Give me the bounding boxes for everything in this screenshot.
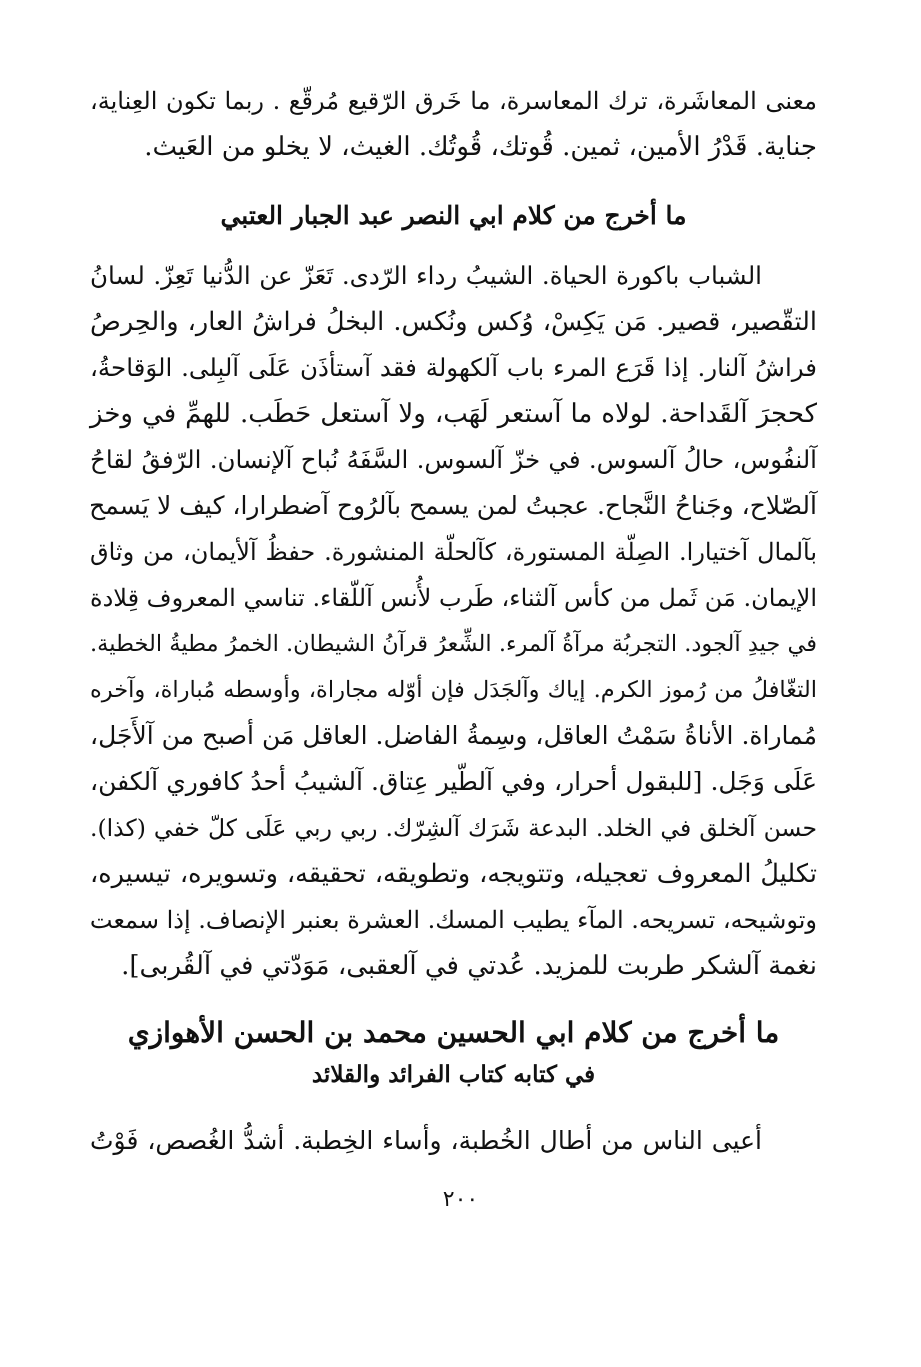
text-line: وتوشيحه، تسريحه. المآء يطيب المسك. العشرة بعنبر الإنصاف. إذا سمعت	[89, 906, 817, 934]
opening-paragraph	[90, 78, 817, 170]
text-line: التغّافلُ من رُموز الكرم. إياك وآلجَدَل فإن أوّله مجاراة، وأوسطه مُباراة، وآخره	[90, 677, 817, 703]
section-heading-utbi: ما أخرج من كلام ابي النصر عبد الجبار العتبي	[220, 201, 687, 230]
text-line: بآلمال آختيارا. الصِلّة المستورة، كآلحلّة المنشورة. حفظُ آلأيمان، من وثاق	[90, 538, 817, 566]
text-line: جناية. قَدْرُ الأمين، ثمين. قُوتك، قُوتُك. الغيث، لا يخلو من العَيث.	[144, 132, 817, 162]
text-line: تكليلُ المعروف تعجيله، وتتويجه، وتطويقه، تحقيقه، وتسويره، تيسيره،	[90, 859, 817, 889]
page-number: ٢٠٠	[442, 1187, 479, 1212]
text-line: حسن آلخلق في الخلد. البدعة شَرَك آلشِرّك. ربي ربي عَلَى كلّ خفي (كذا).	[90, 814, 817, 842]
text-line: أعيى الناس من أطال الخُطبة، وأساء الخِطبة. أشدُّ الغُصص، فَوْتُ	[90, 1126, 762, 1155]
ahwazi-sayings-paragraph	[90, 1118, 817, 1164]
text-line: في جيدِ آلجود. التجربُة مرآةُ آلمرء. الشِّعرُ قرآنُ الشيطان. الخمرُ مطيةُ الخطية.	[90, 631, 817, 657]
text-line: مُماراة. الأناةُ سَمْتُ العاقل، وسِمةُ الفاضل. العاقل مَن أصبح من آلأَجَل،	[90, 721, 817, 750]
text-line: معنى المعاشَرة، ترك المعاسرة، ما خَرق الرّقيع مُرقّع . ربما تكون العِناية،	[90, 87, 817, 115]
section-heading-ahwazi: ما أخرج من كلام ابي الحسين محمد بن الحسن الأهوازي	[127, 1016, 780, 1049]
text-line: آلصّلاح، وجَناحُ النَّجاح. عجبتُ لمن يسمح بآلرُوح آضطرارا، كيف لا يَسمح	[89, 491, 817, 520]
text-line: الإيمان. مَن ثَمل من كأس آلثناء، طَرب لأُنس آللّقاء. تناسي المعروف قِلادة	[90, 584, 817, 612]
section-subheading-book-title: في كتابه كتاب الفرائد والقلائد	[311, 1061, 596, 1088]
text-line: نغمة آلشكر طربت للمزيد. عُدتي في آلعقبى، مَوَدّتي في آلقُربى].	[121, 951, 817, 981]
utbi-sayings-paragraph	[90, 253, 817, 989]
text-line: فراشُ آلنار. إذا قَرَع المرء باب آلكهولة فقد آستأذَن عَلَى آلبِلى. الوَقاحةُ،	[90, 353, 817, 382]
text-line: عَلَى وَجَل. [للبقول أحرار، وفي آلطّير عِتاق. آلشيبُ أحدُ كافوري آلكفن،	[90, 767, 817, 796]
text-line: التقّصير، قصير. مَن يَكِسْ، وُكس ونُكس. البخلُ فراشُ العار، والحِرصُ	[90, 307, 817, 337]
text-line: الشباب باكورة الحياة. الشيبُ رداء الرّدى. تَعَزّ عن الدُّنيا تَعِزّ. لسانُ	[90, 261, 762, 290]
text-line: كحجرَ آلقَداحة. لولاه ما آستعر لَهَب، ولا آستعل حَطَب. للهمِّ في وخز	[90, 399, 817, 429]
text-line: آلنفُوس، حالُ آلسوس. في خزّ آلسوس. السَّفَهُ نُباح آلإنسان. الرّفقُ لقاحُ	[90, 445, 817, 474]
